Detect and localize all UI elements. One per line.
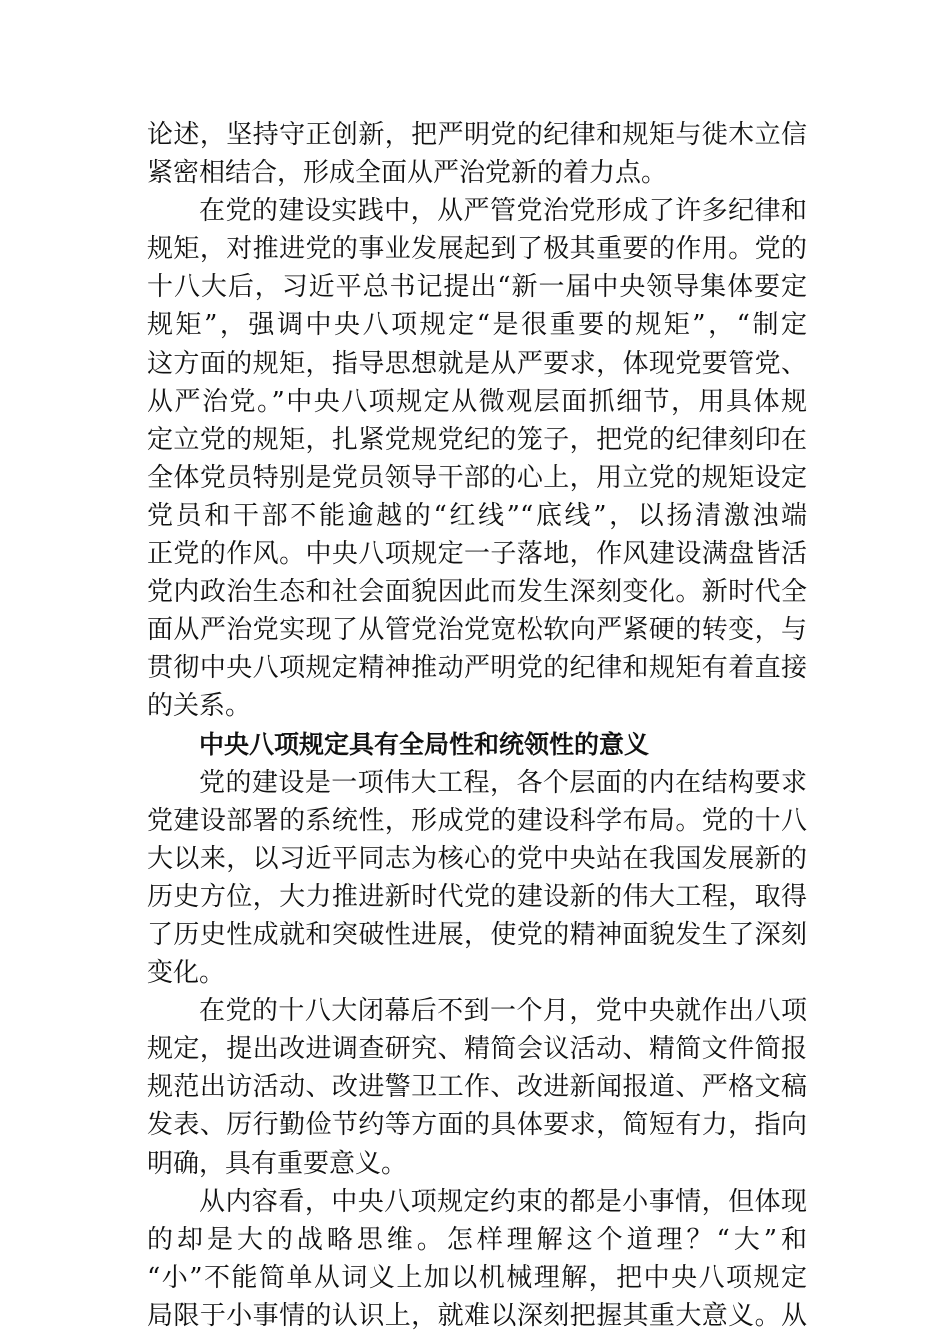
text-line: 规定，提出改进调查研究、精简会议活动、精简文件简报 bbox=[147, 1034, 807, 1065]
text-line: 规矩”，强调中央八项规定“是很重要的规矩”，“制定 bbox=[147, 310, 807, 341]
text-line: 全体党员特别是党员领导干部的心上，用立党的规矩设定 bbox=[147, 462, 807, 493]
text-line: 了历史性成就和突破性进展，使党的精神面貌发生了深刻 bbox=[147, 919, 807, 950]
text-line: 贯彻中央八项规定精神推动严明党的纪律和规矩有着直接 bbox=[147, 653, 807, 684]
text-line: 规矩，对推进党的事业发展起到了极其重要的作用。党的 bbox=[147, 234, 807, 265]
text-line: 局限于小事情的认识上，就难以深刻把握其重大意义。从 bbox=[147, 1300, 807, 1331]
text-line: 从内容看，中央八项规定约束的都是小事情，但体现 bbox=[199, 1186, 807, 1217]
text-line: 的关系。 bbox=[147, 691, 252, 722]
text-line: 十八大后，习近平总书记提出“新一届中央领导集体要定 bbox=[147, 272, 807, 303]
text-line: 这方面的规矩，指导思想就是从严要求，体现党要管党、 bbox=[147, 348, 807, 379]
text-line: 论述，坚持守正创新，把严明党的纪律和规矩与徙木立信 bbox=[147, 120, 807, 150]
text-line: 的却是大的战略思维。怎样理解这个道理？“大”和 bbox=[147, 1224, 807, 1255]
text-line: 明确，具有重要意义。 bbox=[147, 1148, 408, 1179]
text-line: 发表、厉行勤俭节约等方面的具体要求，简短有力，指向 bbox=[147, 1110, 807, 1141]
text-line: 党的建设是一项伟大工程，各个层面的内在结构要求 bbox=[199, 767, 807, 798]
text-line: 面从严治党实现了从管党治党宽松软向严紧硬的转变，与 bbox=[147, 615, 807, 646]
document-body bbox=[147, 116, 807, 1335]
text-line: 党建设部署的系统性，形成党的建设科学布局。党的十八 bbox=[147, 805, 807, 836]
text-line: 大以来，以习近平同志为核心的党中央站在我国发展新的 bbox=[147, 843, 807, 874]
text-line: 紧密相结合，形成全面从严治党新的着力点。 bbox=[147, 158, 668, 189]
text-line: 规范出访活动、改进警卫工作、改进新闻报道、严格文稿 bbox=[147, 1072, 807, 1103]
text-line: “小”不能简单从词义上加以机械理解，把中央八项规定 bbox=[147, 1262, 807, 1293]
text-line: 正党的作风。中央八项规定一子落地，作风建设满盘皆活 bbox=[147, 539, 807, 570]
section-heading: 中央八项规定具有全局性和统领性的意义 bbox=[199, 729, 650, 759]
text-line: 历史方位，大力推进新时代党的建设新的伟大工程，取得 bbox=[147, 881, 807, 912]
text-line: 变化。 bbox=[147, 958, 226, 989]
text-line: 定立党的规矩，扎紧党规党纪的笼子，把党的纪律刻印在 bbox=[147, 424, 807, 455]
text-line: 在党的建设实践中，从严管党治党形成了许多纪律和 bbox=[199, 196, 807, 227]
text-line: 在党的十八大闭幕后不到一个月，党中央就作出八项 bbox=[199, 996, 807, 1027]
text-line: 从严治党。”中央八项规定从微观层面抓细节，用具体规 bbox=[147, 386, 807, 417]
text-line: 党员和干部不能逾越的“红线”“底线”，以扬清激浊端 bbox=[147, 500, 807, 531]
text-line: 党内政治生态和社会面貌因此而发生深刻变化。新时代全 bbox=[147, 577, 807, 608]
